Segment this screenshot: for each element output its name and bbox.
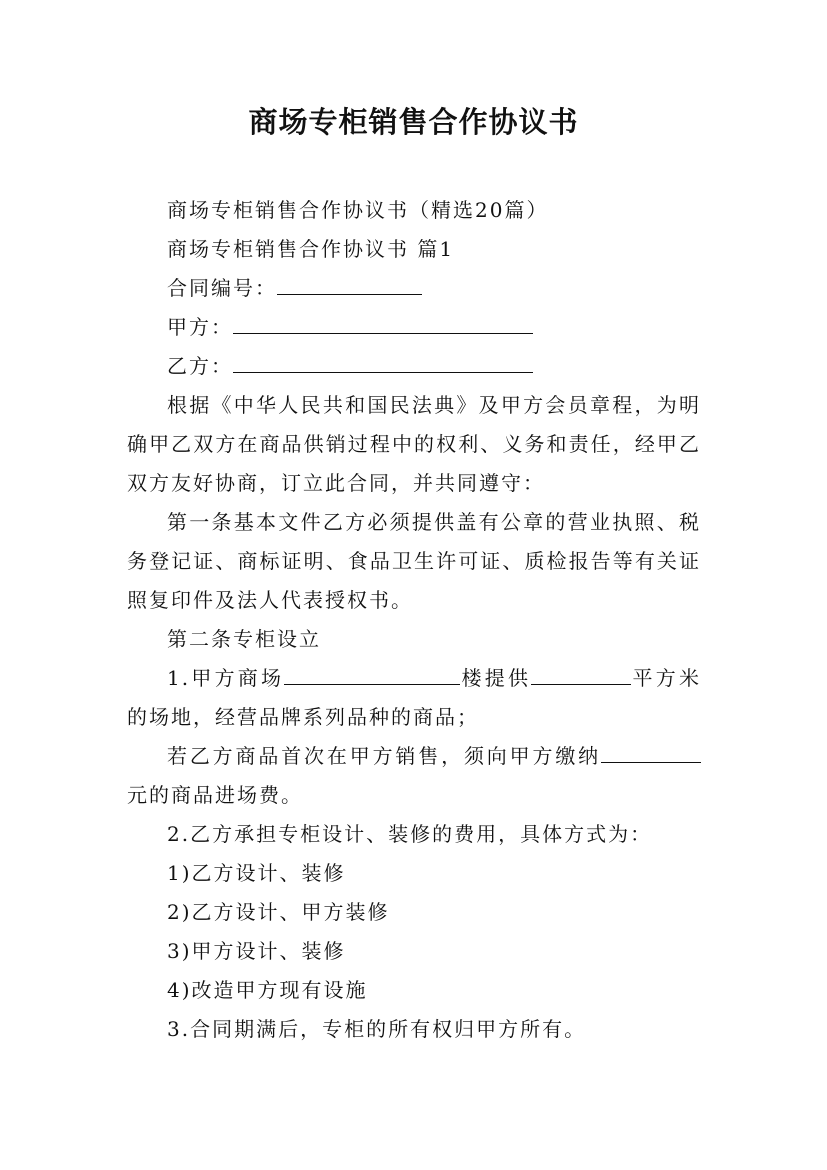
option-4-line: 4)改造甲方现有设施 — [167, 978, 368, 1002]
party-a-label: 甲方： — [167, 315, 233, 339]
item-1-paragraph — [127, 659, 701, 737]
area-blank — [531, 662, 631, 685]
contract-number-blank — [277, 272, 422, 295]
contract-number-line — [127, 269, 701, 308]
fee-blank — [601, 740, 701, 763]
floor-blank — [284, 662, 460, 685]
option-2-line: 2)乙方设计、甲方装修 — [167, 900, 390, 924]
part-heading-line: 商场专柜销售合作协议书 篇1 — [167, 237, 455, 261]
option-1-line: 1)乙方设计、装修 — [167, 861, 346, 885]
document-title: 商场专柜销售合作协议书 — [248, 105, 579, 139]
document-body — [127, 191, 701, 1049]
item-3-paragraph: 3.合同期满后，专柜的所有权归甲方所有。 — [167, 1017, 587, 1041]
contract-number-label: 合同编号： — [167, 276, 277, 300]
fee-paragraph — [127, 737, 701, 815]
party-b-line — [127, 347, 701, 386]
party-a-line — [127, 308, 701, 347]
subtitle-line: 商场专柜销售合作协议书（精选20篇） — [167, 198, 549, 222]
party-a-blank — [233, 311, 533, 334]
option-3-line: 3)甲方设计、装修 — [167, 939, 346, 963]
party-b-label: 乙方： — [167, 354, 233, 378]
fee-text-a: 若乙方商品首次在甲方销售，须向甲方缴纳 — [167, 744, 601, 768]
item-1-text-a: 1.甲方商场 — [167, 666, 285, 690]
article-1-paragraph: 第一条基本文件乙方必须提供盖有公章的营业执照、税务登记证、商标证明、食品卫生许可证、质检报告等有关证照复印件及法人代表授权书。 — [127, 510, 701, 612]
preamble-paragraph: 根据《中华人民共和国民法典》及甲方会员章程，为明确甲乙双方在商品供销过程中的权利、义务和责任，经甲乙双方友好协商，订立此合同，并共同遵守： — [127, 393, 701, 495]
party-b-blank — [233, 350, 533, 373]
fee-text-b: 元的商品进场费。 — [127, 783, 303, 807]
item-1-text-c: 平方米的场地，经营品牌系列品种的商品； — [127, 666, 701, 729]
item-1-text-b: 楼提供 — [460, 666, 532, 690]
article-2-heading: 第二条专柜设立 — [167, 627, 321, 651]
item-2-paragraph: 2.乙方承担专柜设计、装修的费用，具体方式为： — [167, 822, 653, 846]
